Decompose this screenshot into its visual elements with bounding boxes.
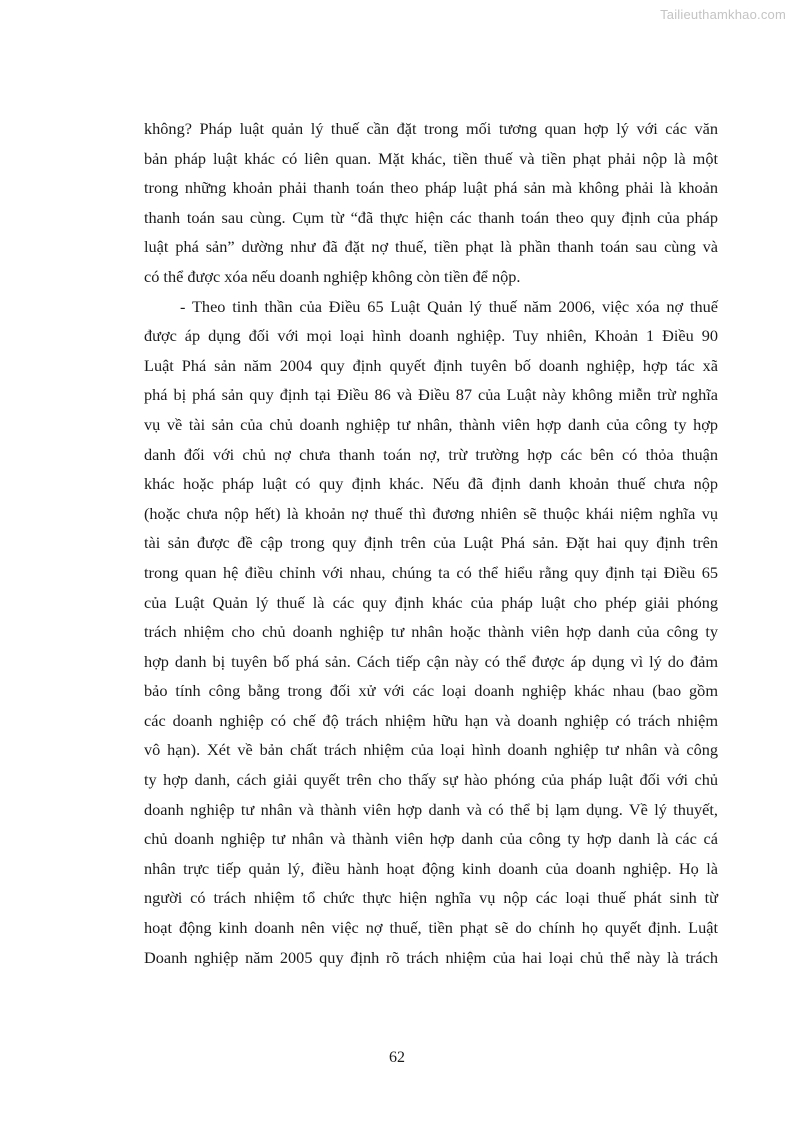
body-text — [144, 114, 718, 972]
text-line: - Theo tinh thần của Điều 65 Luật Quản lý thuế năm 2006, việc xóa nợ thuế — [180, 296, 718, 316]
text-line: bảo tính công bằng trong đối xử với các loại doanh nghiệp khác nhau (bao gồm — [144, 681, 718, 701]
paragraph-1 — [144, 114, 718, 292]
text-line: ty hợp danh, cách giải quyết trên cho thấy sự hào phóng của pháp luật đối với chủ — [144, 770, 718, 790]
text-line: vụ về tài sản của chủ doanh nghiệp tư nhân, thành viên hợp danh của công ty hợp — [144, 414, 718, 434]
page-number: 62 — [389, 1049, 405, 1066]
text-line: luật phá sản” dường như đã đặt nợ thuế, tiền phạt là phần thanh toán sau cùng và — [144, 237, 718, 257]
text-line: được áp dụng đối với mọi loại hình doanh nghiệp. Tuy nhiên, Khoản 1 Điều 90 — [144, 326, 718, 346]
text-line: trong quan hệ điều chỉnh với nhau, chúng ta có thể hiểu rằng quy định tại Điều 65 — [144, 562, 718, 582]
text-line: doanh nghiệp tư nhân và thành viên hợp danh và có thể bị lạm dụng. Về lý thuyết, — [144, 799, 718, 819]
text-line: (hoặc chưa nộp hết) là khoản nợ thuế thì đương nhiên sẽ thuộc khái niệm nghĩa vụ — [144, 503, 718, 523]
text-line: Doanh nghiệp năm 2005 quy định rõ trách nhiệm của hai loại chủ thể này là trách — [144, 947, 718, 967]
text-line: các doanh nghiệp có chế độ trách nhiệm hữu hạn và doanh nghiệp có trách nhiệm — [144, 710, 718, 730]
text-line: thanh toán sau cùng. Cụm từ “đã thực hiện các thanh toán theo quy định của pháp — [144, 207, 718, 227]
text-line: nhân trực tiếp quản lý, điều hành hoạt động kinh doanh của doanh nghiệp. Họ là — [144, 858, 718, 878]
text-line: chủ doanh nghiệp tư nhân và thành viên hợp danh của công ty hợp danh là các cá — [144, 829, 718, 849]
text-line: phá bị phá sản quy định tại Điều 86 và Điều 87 của Luật này không miễn trừ nghĩa — [144, 385, 718, 405]
text-line: khác hoặc pháp luật có quy định khác. Nếu đã định danh khoản thuế chưa nộp — [144, 474, 718, 494]
text-line: vô hạn). Xét về bản chất trách nhiệm của loại hình doanh nghiệp tư nhân và công — [144, 740, 718, 760]
watermark: Tailieuthamkhao.com — [660, 7, 786, 22]
text-line: trách nhiệm cho chủ doanh nghiệp tư nhân hoặc thành viên hợp danh của công ty — [144, 622, 718, 642]
text-line: tài sản được đề cập trong quy định trên của Luật Phá sản. Đặt hai quy định trên — [144, 533, 718, 553]
text-line: người có trách nhiệm tổ chức thực hiện nghĩa vụ nộp các loại thuế phát sinh từ — [144, 888, 718, 908]
text-line: không? Pháp luật quản lý thuế cần đặt trong mối tương quan hợp lý với các văn — [144, 119, 718, 138]
text-line: bản pháp luật khác có liên quan. Mặt khác, tiền thuế và tiền phạt phải nộp là một — [144, 148, 718, 168]
text-line: có thể được xóa nếu doanh nghiệp không còn tiền để nộp. — [144, 266, 521, 286]
text-line: Luật Phá sản năm 2004 quy định quyết định tuyên bố doanh nghiệp, hợp tác xã — [144, 355, 718, 375]
text-line: hoạt động kinh doanh nên việc nợ thuế, tiền phạt sẽ do chính họ quyết định. Luật — [144, 918, 718, 938]
text-line: hợp danh bị tuyên bố phá sản. Cách tiếp cận này có thể được áp dụng vì lý do đảm — [144, 651, 718, 671]
text-line: của Luật Quản lý thuế là các quy định khác của pháp luật cho phép giải phóng — [144, 592, 718, 612]
text-line: trong những khoản phải thanh toán theo pháp luật phá sản mà không phải là khoản — [144, 178, 718, 198]
paragraph-2 — [144, 292, 718, 973]
text-line: danh đối với chủ nợ chưa thanh toán nợ, trừ trường hợp các bên có thỏa thuận — [144, 444, 718, 464]
